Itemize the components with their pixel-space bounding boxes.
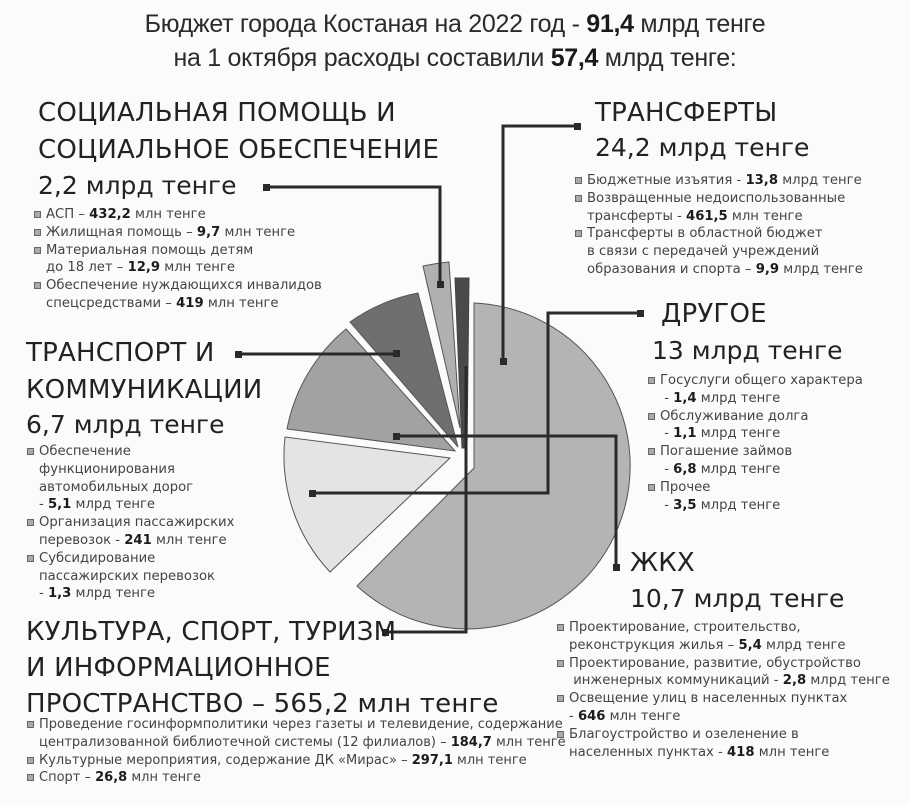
item-value: 418 bbox=[727, 744, 755, 760]
item-unit: млрд тенге bbox=[779, 261, 863, 277]
header-unit: млрд тенге bbox=[633, 10, 766, 38]
item-text: Освещение улиц в населенных пунктах bbox=[569, 691, 848, 707]
item-unit: млн тенге bbox=[605, 708, 681, 724]
item-text: Обслуживание долга bbox=[660, 408, 809, 424]
transfers-items bbox=[575, 172, 863, 279]
item-value: 13,8 bbox=[745, 173, 778, 188]
bullet-square-icon bbox=[34, 247, 41, 254]
item-value: 646 bbox=[577, 708, 606, 724]
bullet-square-icon bbox=[34, 282, 41, 289]
list-item bbox=[557, 655, 890, 691]
list-item bbox=[648, 408, 863, 444]
item-text: Проектирование, строительство, bbox=[569, 620, 801, 635]
social-amount: 2,2 млрд тенге bbox=[38, 171, 237, 200]
item-text: Благоустройство и озеленение в bbox=[569, 726, 799, 742]
other-title: ДРУГОЕ bbox=[661, 299, 767, 329]
transfers-title: ТРАНСФЕРТЫ bbox=[595, 98, 778, 128]
item-value: 1,4 bbox=[673, 390, 697, 406]
bullet-square-icon bbox=[557, 624, 564, 631]
item-text: Проведение госинформполитики через газеты и телевидение, содержание bbox=[39, 717, 563, 732]
item-text: спецсредствами – bbox=[46, 295, 177, 311]
list-item bbox=[27, 514, 234, 550]
item-text: Бюджетные изъятия - bbox=[587, 173, 746, 188]
list-item bbox=[27, 550, 234, 603]
social-title-line1: СОЦИАЛЬНАЯ ПОМОЩЬ И bbox=[38, 98, 396, 128]
transport-title-line2: КОММУНИКАЦИИ bbox=[26, 375, 263, 405]
item-unit: млн тенге bbox=[160, 260, 235, 276]
list-item bbox=[557, 726, 890, 762]
bullet-square-icon bbox=[27, 555, 34, 562]
bullet-square-icon bbox=[648, 484, 655, 491]
list-item bbox=[557, 619, 890, 655]
item-unit: млрд тенге bbox=[696, 426, 781, 442]
item-text: Прочее bbox=[660, 479, 711, 495]
housing-amount: 10,7 млрд тенге bbox=[630, 584, 845, 613]
item-text: функционирования bbox=[39, 461, 175, 477]
item-text: - bbox=[39, 586, 48, 602]
item-text: в связи с передачей учреждений bbox=[587, 244, 820, 260]
header-text: Бюджет города Костаная на 2022 год - bbox=[144, 10, 587, 38]
bullet-square-icon bbox=[575, 230, 582, 237]
item-value: 184,7 bbox=[450, 734, 492, 750]
other-items bbox=[648, 372, 863, 514]
housing-title: ЖКХ bbox=[630, 548, 695, 578]
spent-value: 57,4 bbox=[550, 44, 599, 72]
item-text: трансферты - bbox=[587, 208, 687, 224]
list-item bbox=[557, 690, 890, 726]
item-unit: млрд тенге bbox=[806, 673, 890, 689]
item-unit: млн тенге bbox=[127, 770, 201, 786]
list-item bbox=[34, 242, 322, 278]
header-unit: млрд тенге: bbox=[598, 44, 737, 72]
list-item bbox=[575, 225, 863, 278]
item-value: 297,1 bbox=[411, 752, 453, 768]
bullet-square-icon bbox=[27, 774, 34, 781]
culture-items bbox=[27, 716, 566, 787]
bullet-square-icon bbox=[27, 448, 34, 455]
item-value: 12,9 bbox=[127, 260, 161, 276]
bullet-square-icon bbox=[27, 757, 34, 764]
item-text: - bbox=[664, 461, 674, 477]
header-text: на 1 октября расходы составили bbox=[173, 44, 551, 72]
item-text: перевозок - bbox=[39, 532, 125, 548]
culture-title-line2: И ИНФОРМАЦИОННОЕ bbox=[26, 653, 331, 683]
item-text: образования и спорта – bbox=[587, 261, 756, 277]
item-text: Материальная помощь детям bbox=[46, 242, 254, 258]
item-unit: млрд тенге bbox=[778, 173, 862, 188]
item-text: Возвращенные недоиспользованные bbox=[587, 190, 846, 206]
item-unit: млн тенге bbox=[203, 295, 279, 311]
item-text: до 18 лет – bbox=[46, 260, 128, 276]
item-text: АСП – bbox=[46, 207, 90, 222]
list-item bbox=[27, 443, 234, 514]
item-text: - bbox=[39, 497, 48, 513]
item-value: 432,2 bbox=[89, 207, 131, 222]
transport-amount: 6,7 млрд тенге bbox=[26, 410, 225, 439]
item-unit: млн тенге bbox=[220, 224, 296, 240]
item-value: 9,7 bbox=[196, 224, 221, 240]
item-text: инженерных коммуникаций - bbox=[573, 673, 783, 689]
item-text: реконструкция жилья – bbox=[569, 637, 739, 653]
item-text: - bbox=[664, 390, 674, 406]
item-value: 1,3 bbox=[47, 586, 72, 602]
item-text: Субсидирование bbox=[39, 550, 156, 566]
item-text: Госуслуги общего характера bbox=[660, 373, 863, 388]
bullet-square-icon bbox=[648, 413, 655, 420]
item-text: централизованной библиотечной системы (12 филиалов) – bbox=[39, 734, 451, 750]
bullet-square-icon bbox=[575, 195, 582, 202]
list-item bbox=[27, 716, 566, 752]
item-value: 461,5 bbox=[686, 208, 728, 224]
item-unit: млн тенге bbox=[754, 744, 830, 760]
transport-title-line1: ТРАНСПОРТ И bbox=[26, 338, 215, 368]
item-text: Культурные мероприятия, содержание ДК «Мирас» – bbox=[39, 752, 412, 768]
transport-items bbox=[27, 443, 234, 603]
item-unit: млн тенге bbox=[727, 208, 803, 224]
list-item bbox=[648, 372, 863, 408]
list-item bbox=[575, 190, 863, 226]
item-unit: млн тенге bbox=[491, 734, 566, 750]
culture-title-line1: КУЛЬТУРА, СПОРТ, ТУРИЗМ bbox=[26, 617, 397, 647]
bullet-square-icon bbox=[575, 177, 582, 184]
item-unit: млн тенге bbox=[452, 752, 527, 768]
item-text: - bbox=[569, 708, 578, 724]
item-text: Трансферты в областной бюджет bbox=[587, 226, 823, 242]
item-unit: млрд тенге bbox=[696, 461, 781, 477]
item-value: 241 bbox=[124, 532, 152, 548]
bullet-square-icon bbox=[27, 721, 34, 728]
item-text: Обеспечение нуждающихся инвалидов bbox=[46, 278, 322, 294]
bullet-square-icon bbox=[557, 695, 564, 702]
item-unit: млн тенге bbox=[130, 207, 206, 222]
list-item bbox=[648, 479, 863, 515]
item-unit: млн тенге bbox=[151, 532, 227, 548]
item-text: Жилищная помощь – bbox=[46, 224, 197, 240]
item-unit: млрд тенге bbox=[71, 586, 156, 602]
list-item bbox=[34, 224, 322, 242]
item-value: 1,1 bbox=[673, 426, 697, 442]
item-value: 3,5 bbox=[673, 497, 697, 513]
item-value: 2,8 bbox=[782, 673, 807, 689]
item-unit: млрд тенге bbox=[761, 637, 846, 653]
social-title-line2: СОЦИАЛЬНОЕ ОБЕСПЕЧЕНИЕ bbox=[38, 135, 440, 165]
item-text: - bbox=[664, 426, 674, 442]
item-text: Погашение займов bbox=[660, 444, 793, 460]
item-text: Обеспечение bbox=[39, 444, 131, 459]
bullet-square-icon bbox=[557, 660, 564, 667]
item-unit: млрд тенге bbox=[71, 497, 156, 513]
other-amount: 13 млрд тенге bbox=[652, 336, 843, 365]
item-value: 9,9 bbox=[755, 261, 780, 277]
total-budget-value: 91,4 bbox=[586, 10, 634, 38]
item-text: Организация пассажирских bbox=[39, 515, 235, 531]
item-value: 5,4 bbox=[738, 637, 762, 653]
item-text: - bbox=[664, 497, 674, 513]
bullet-square-icon bbox=[648, 448, 655, 455]
bullet-square-icon bbox=[34, 229, 41, 236]
item-text: автомобильных дорог bbox=[39, 479, 194, 495]
list-item bbox=[34, 206, 322, 224]
list-item bbox=[648, 443, 863, 479]
item-text: населенных пунктах - bbox=[569, 744, 727, 760]
culture-title-line3: ПРОСТРАНСТВО – 565,2 млн тенге bbox=[26, 689, 499, 719]
item-unit: млрд тенге bbox=[696, 497, 781, 513]
item-value: 6,8 bbox=[673, 461, 697, 477]
item-text: Проектирование, развитие, обустройство bbox=[569, 655, 861, 671]
social-items bbox=[34, 206, 322, 313]
list-item bbox=[34, 277, 322, 313]
item-unit: млрд тенге bbox=[696, 390, 781, 406]
item-text: Спорт – bbox=[39, 770, 96, 786]
bullet-square-icon bbox=[648, 377, 655, 384]
list-item bbox=[27, 752, 566, 770]
list-item bbox=[27, 769, 566, 787]
item-value: 5,1 bbox=[47, 497, 72, 513]
item-value: 419 bbox=[176, 295, 204, 311]
item-value: 26,8 bbox=[95, 770, 128, 786]
list-item bbox=[575, 172, 863, 190]
item-text: пассажирских перевозок bbox=[39, 568, 215, 584]
transfers-amount: 24,2 млрд тенге bbox=[595, 133, 810, 162]
bullet-square-icon bbox=[27, 519, 34, 526]
housing-items bbox=[557, 619, 890, 761]
bullet-square-icon bbox=[34, 211, 41, 218]
